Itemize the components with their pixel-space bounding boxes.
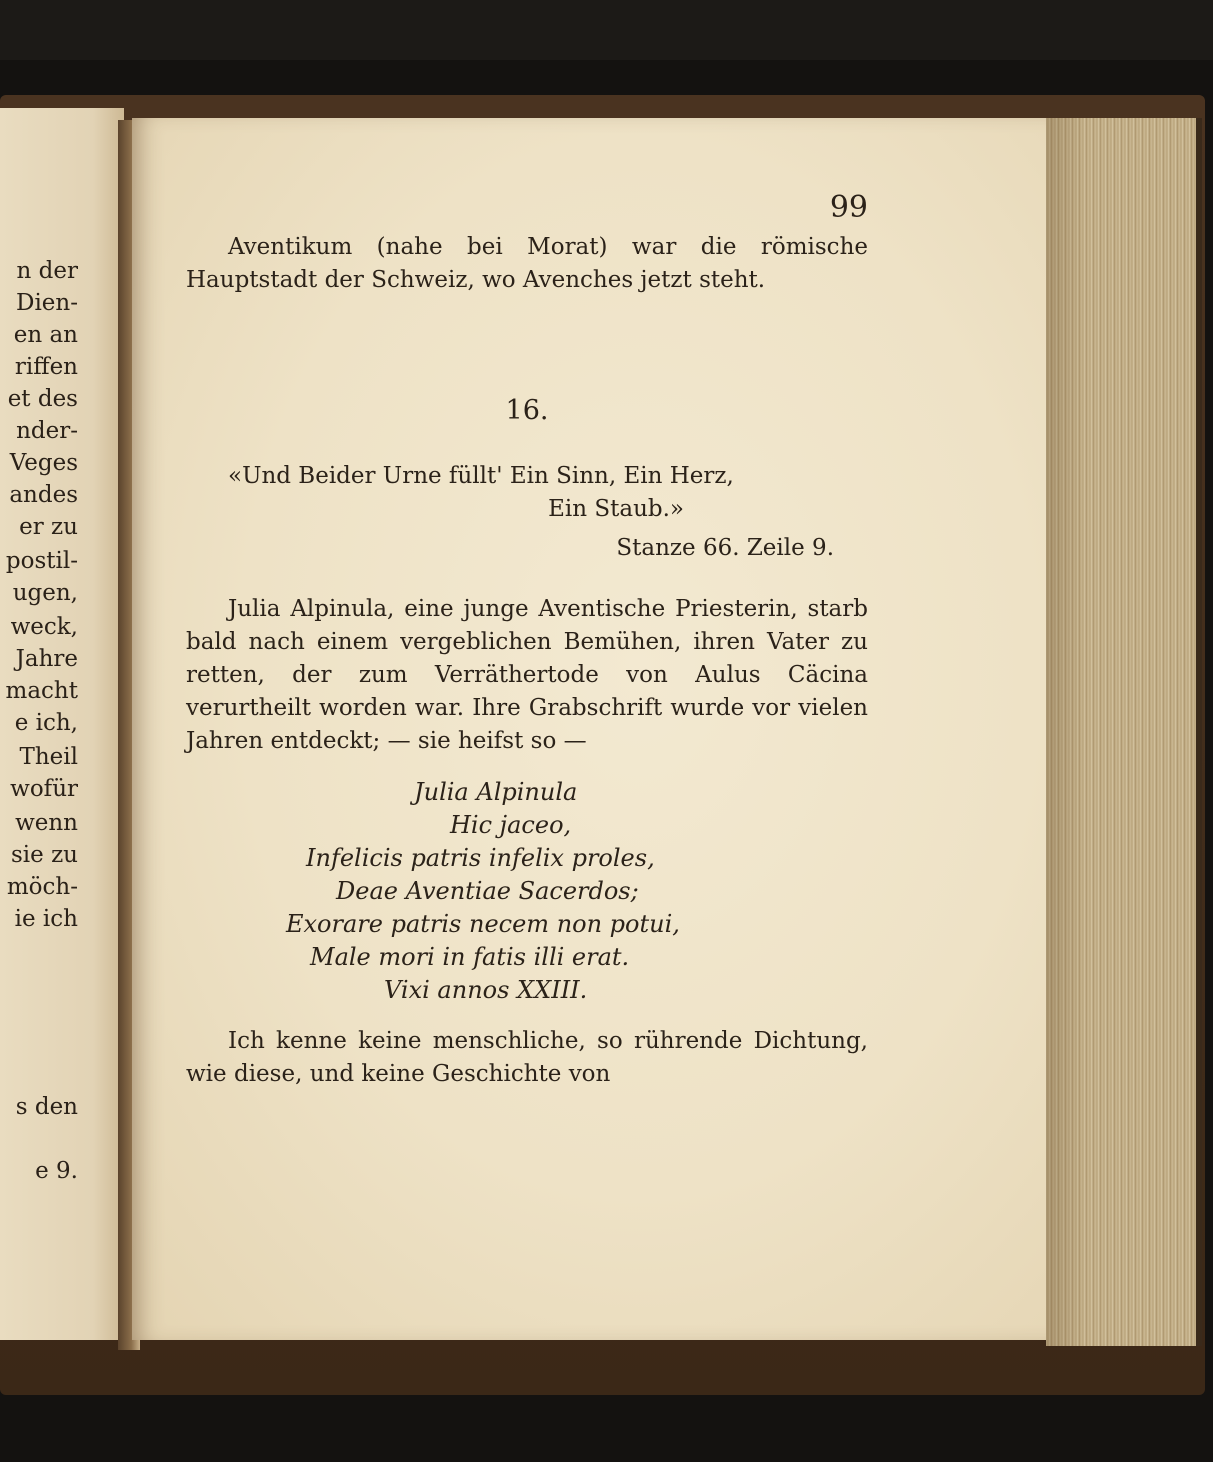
left-page-text: Theil [19,744,78,770]
section-number: 16. [505,395,549,426]
epitaph-line: Hic jaceo, [450,811,572,839]
epitaph-line: Exorare patris necem non potui, [286,910,680,938]
left-page-text: s den [15,1094,78,1120]
opening-paragraph: Aventikum (nahe bei Morat) war die römische Hauptstadt der Schweiz, wo Avenches jetzt steht. [186,234,868,293]
left-page-text: sie zu [10,842,78,868]
left-page-text: möch- [6,874,78,900]
left-page-text: Dien- [16,290,78,316]
left-page-text: ugen, [12,580,78,606]
left-page-text: e ich, [14,710,78,736]
left-page-text: Veges [9,450,78,476]
left-page-text: nder- [16,418,78,444]
left-page-text: er zu [19,514,78,540]
left-page-text: ie ich [14,906,78,932]
page-number: 99 [829,190,868,225]
left-page-text: Jahre [15,646,78,672]
citation: Stanze 66. Zeile 9. [616,535,834,561]
left-page-text: n der [16,258,78,284]
left-page [0,108,124,1340]
epitaph-line: Deae Aventiae Sacerdos; [336,877,639,905]
left-page-text: postil- [5,548,78,574]
page-edge-shadow [1046,118,1086,1346]
scan-background [0,0,1213,60]
epitaph-line: Male mori in fatis illi erat. [310,943,630,971]
left-page-text: en an [13,322,78,348]
left-page-text: macht [5,678,78,704]
closing-paragraph: Ich kenne keine menschliche, so rührende Dichtung, wie diese, und keine Geschichte von [186,1028,868,1087]
epitaph-line: Infelicis patris infelix proles, [306,844,655,872]
epitaph-line: Julia Alpinula [414,778,578,806]
left-page-text: et des [7,386,78,412]
left-page-text: riffen [14,354,78,380]
body-paragraph: Julia Alpinula, eine junge Aventische Priesterin, starb bald nach einem vergeblichen Bemühen, ihren Vater zu retten, der zum Verräthertode von Aulus Cäcina verurtheilt worden war. Ihre Grabschrift wurde vor vielen Jahren entdeckt; — sie heifst so — [186,596,868,754]
quote-line: «Und Beider Urne füllt' Ein Sinn, Ein Herz, [228,463,734,489]
left-page-text: wenn [15,810,78,836]
left-page-text: andes [9,482,78,508]
epitaph-line: Vixi annos XXIII. [384,976,588,1004]
quote-line: Ein Staub.» [548,496,684,522]
epitaph [186,776,868,1007]
left-page-text: e 9. [35,1158,78,1184]
left-page-text: wofür [10,776,78,802]
page-content [186,190,868,1091]
left-page-text: weck, [10,614,78,640]
